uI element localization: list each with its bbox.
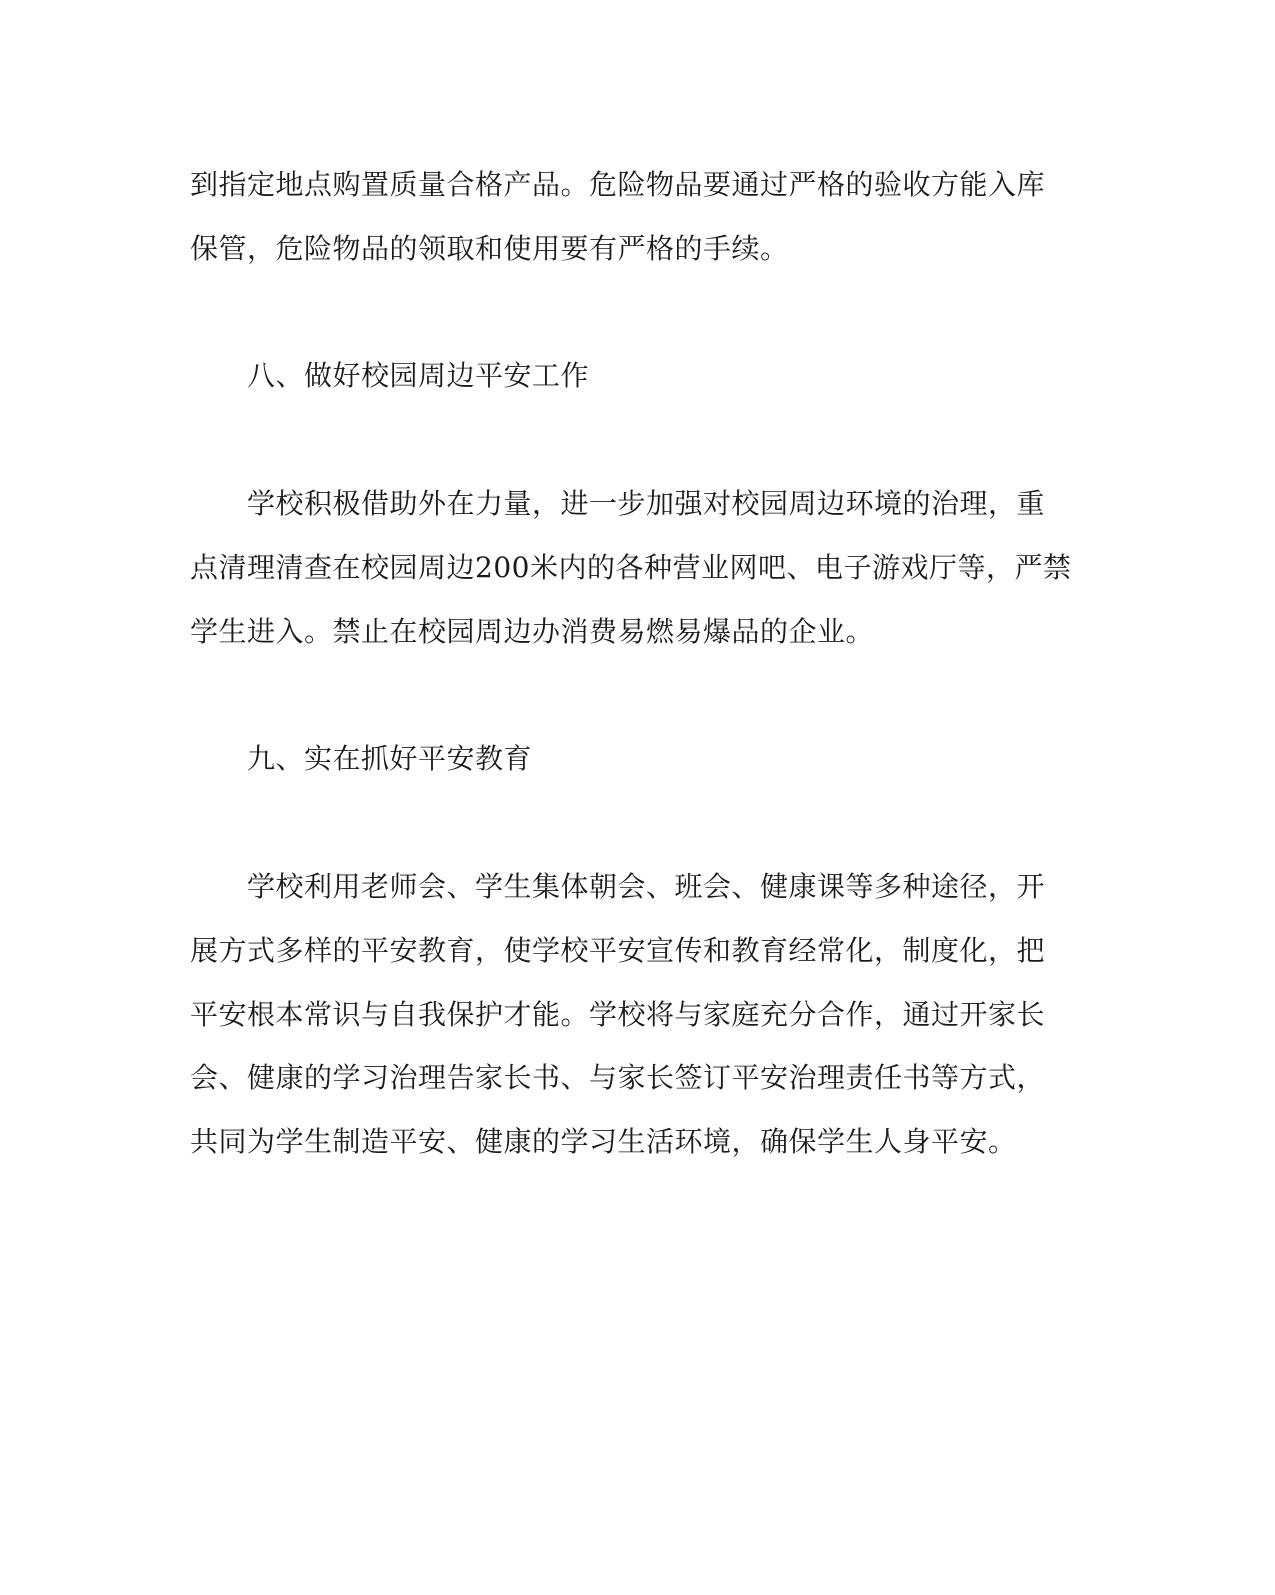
paragraph-3-line-5: 共同为学生制造平安、健康的学习生活环境，确保学生人身平安。 bbox=[190, 1125, 1017, 1158]
paragraph-2-line-3: 学生进入。禁止在校园周边办消费易燃易爆品的企业。 bbox=[190, 615, 875, 648]
paragraph-3-line-1: 学校利用老师会、学生集体朝会、班会、健康课等多种途径，开 bbox=[247, 870, 1046, 903]
heading-section-9: 九、实在抓好平安教育 bbox=[247, 742, 533, 775]
paragraph-1-line-2: 保管，危险物品的领取和使用要有严格的手续。 bbox=[190, 232, 789, 265]
paragraph-2-line-2: 点清理清查在校园周边200米内的各种营业网吧、电子游戏厅等，严禁 bbox=[190, 551, 1072, 584]
paragraph-3-line-4: 会、健康的学习治理告家长书、与家长签订平安治理责任书等方式， bbox=[190, 1061, 1046, 1094]
paragraph-1-line-1: 到指定地点购置质量合格产品。危险物品要通过严格的验收方能入库 bbox=[190, 168, 1046, 201]
paragraph-2-line-1: 学校积极借助外在力量，进一步加强对校园周边环境的治理，重 bbox=[247, 487, 1046, 520]
paragraph-3-line-2: 展方式多样的平安教育，使学校平安宣传和教育经常化，制度化，把 bbox=[190, 934, 1046, 967]
paragraph-3-line-3: 平安根本常识与自我保护才能。学校将与家庭充分合作，通过开家长 bbox=[190, 998, 1046, 1031]
heading-section-8: 八、做好校园周边平安工作 bbox=[247, 359, 590, 392]
